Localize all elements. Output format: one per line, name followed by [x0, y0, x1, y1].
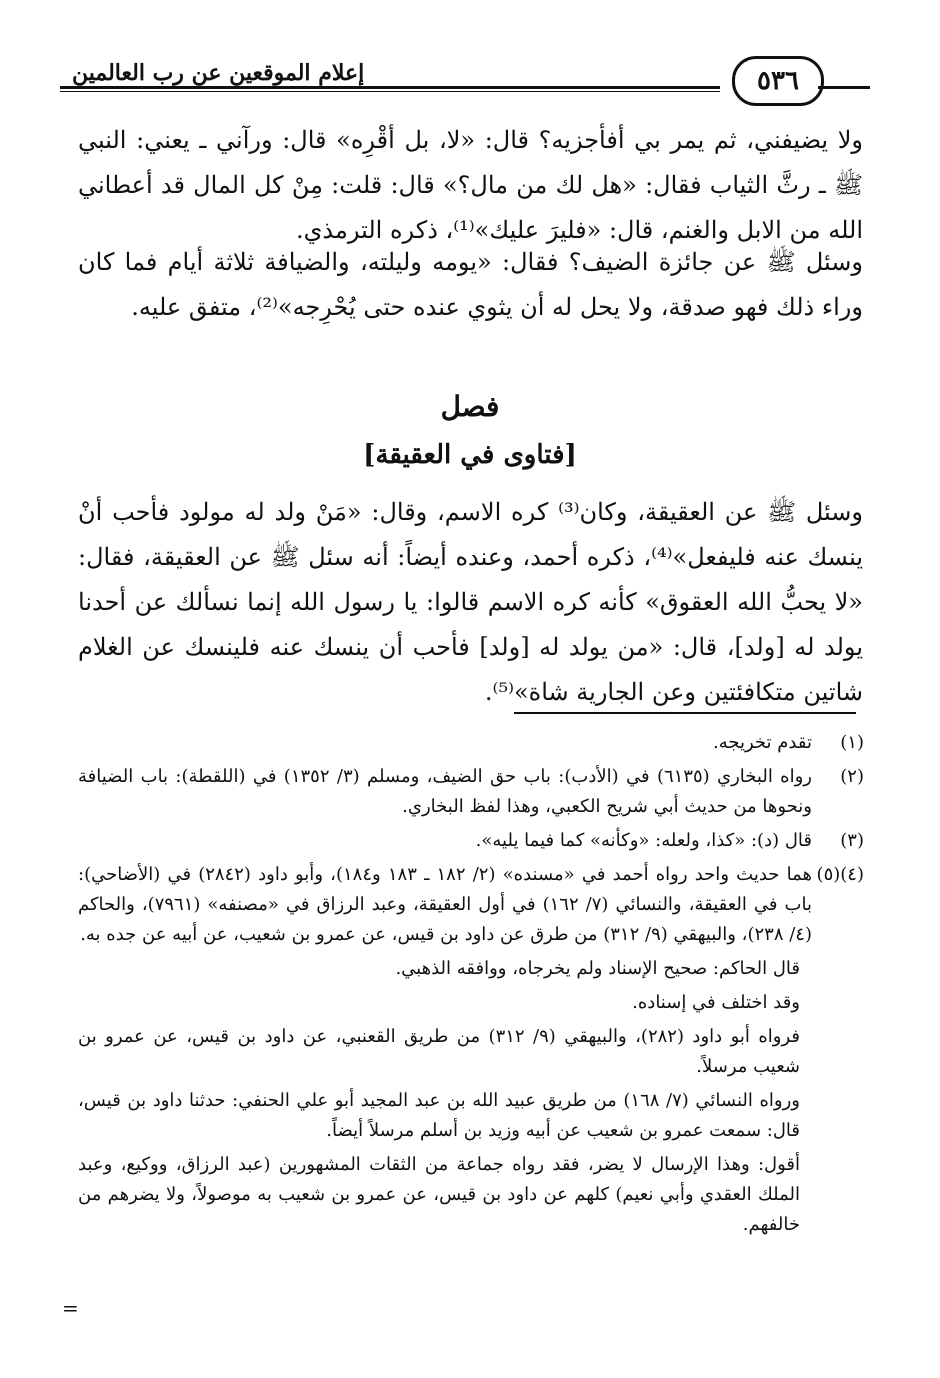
footnote-text: قال (د): «كذا، ولعله: «وكأنه» كما فيما يليه». [475, 830, 812, 851]
page-header [60, 46, 870, 106]
footnote-text: تقدم تخريجه. [713, 732, 812, 753]
paragraph-2: وسئل ﷺ عن جائزة الضيف؟ فقال: «يومه وليلته، والضيافة ثلاثة أيام فما كان وراء ذلك فهو صدقة، ولا يحل له أن يثوي عنده حتى يُحْرِجه»⁽²⁾، متفق عليه. [78, 248, 863, 321]
paragraph-1: ولا يضيفني، ثم يمر بي أفأجزيه؟ قال: «لا، بل أقْرِه» قال: ورآني ـ يعني: النبي ﷺ ـ رثَّ الثياب فقال: «هل لك من مال؟» قال: قلت: مِنْ كل المال قد أعطاني الله من الابل والغنم، قال: «فليرَ عليك»⁽¹⁾، ذكره الترمذي. [78, 126, 863, 244]
footnote-number: (٢) [840, 766, 864, 787]
footnote-text: هما حديث واحد رواه أحمد في «مسنده» (٢/ ١٨٢ ـ ١٨٣ و١٨٤)، وأبو داود (٢٨٤٢) في (الأضاحي): باب في العقيقة، والنسائي (٧/ ١٦٢) في أول العقيقة، وعبد الرزاق في «مصنفه» (٧٩٦١)، والحاكم (٤/ ٢٣٨)، والبيهقي (٩/ ٣١٢) من طرق عن داود بن قيس، عن عمرو بن شعيب، عن أبيه عن جده به. [78, 864, 812, 945]
footnote-number: (١) [840, 732, 864, 753]
section-title: فصل [440, 390, 500, 423]
footnote-extra: قال الحاكم: صحيح الإسناد ولم يخرجاه، ووافقه الذهبي. [395, 958, 800, 979]
section-subtitle: [فتاوى في العقيقة] [363, 440, 577, 470]
footnote-4-5 [78, 860, 864, 950]
footnote-extra: فرواه أبو داود (٢٨٢)، والبيهقي (٩/ ٣١٢) من طريق القعنبي، عن داود بن قيس، عن عمرو بن شعيب مرسلاً. [78, 1026, 800, 1077]
footnote-number: (٣) [840, 830, 864, 851]
footnote-2 [78, 762, 864, 822]
footnote-3 [78, 826, 864, 856]
page-number: ٥٣٦ [732, 56, 824, 106]
header-rule-right [818, 86, 870, 89]
footnote-text: رواه البخاري (٦١٣٥) في (الأدب): باب حق الضيف، ومسلم (٣/ ١٣٥٢) في (اللقطة): باب الضيافة ونحوها من حديث أبي شريح الكعبي، وهذا لفظ البخاري. [78, 766, 812, 817]
paragraph-3: وسئل ﷺ عن العقيقة، وكان⁽³⁾ كره الاسم، وقال: «مَنْ ولد له مولود فأحب أنْ ينسك عنه فليفعل»⁽⁴⁾، ذكره أحمد، وعنده أيضاً: أنه سئل ﷺ عن العقيقة، فقال: «لا يحبُّ الله العقوق» كأنه كره الاسم قالوا: يا رسول الله إنما نسألك عن أحدنا يولد له [ولد]، قال: «من يولد له [ولد] فأحب أن ينسك عنه فلينسك عن الغلام شاتين متكافئتين وعن الجارية شاة»⁽⁵⁾. [78, 498, 864, 706]
running-title: إعلام الموقعين عن رب العالمين [72, 60, 365, 86]
footnotes [78, 728, 864, 1244]
footnote-1 [78, 728, 864, 758]
footnote-number: (٤)(٥) [816, 864, 864, 885]
footnote-extra: أقول: وهذا الإرسال لا يضر، فقد رواه جماعة من الثقات المشهورين (عبد الرزاق، ووكيع، وعبد الملك العقدي وأبي نعيم) كلهم عن داود بن قيس، عن عمرو بن شعيب به موصولاً، ولا يضرهم من خالفهم. [78, 1154, 800, 1235]
footnote-separator [514, 712, 856, 714]
header-rule [60, 86, 720, 89]
footnote-extra: وقد اختلف في إسناده. [632, 992, 800, 1013]
footnote-extra: ورواه النسائي (٧/ ١٦٨) من طريق عبيد الله بن عبد المجيد أبو علي الحنفي: حدثنا داود بن قيس، قال: سمعت عمرو بن شعيب عن أبيه وزيد بن أسلم مرسلاً أيضاً. [78, 1090, 800, 1141]
margin-mark: = [62, 1296, 79, 1320]
header-rule-thin [60, 91, 720, 92]
